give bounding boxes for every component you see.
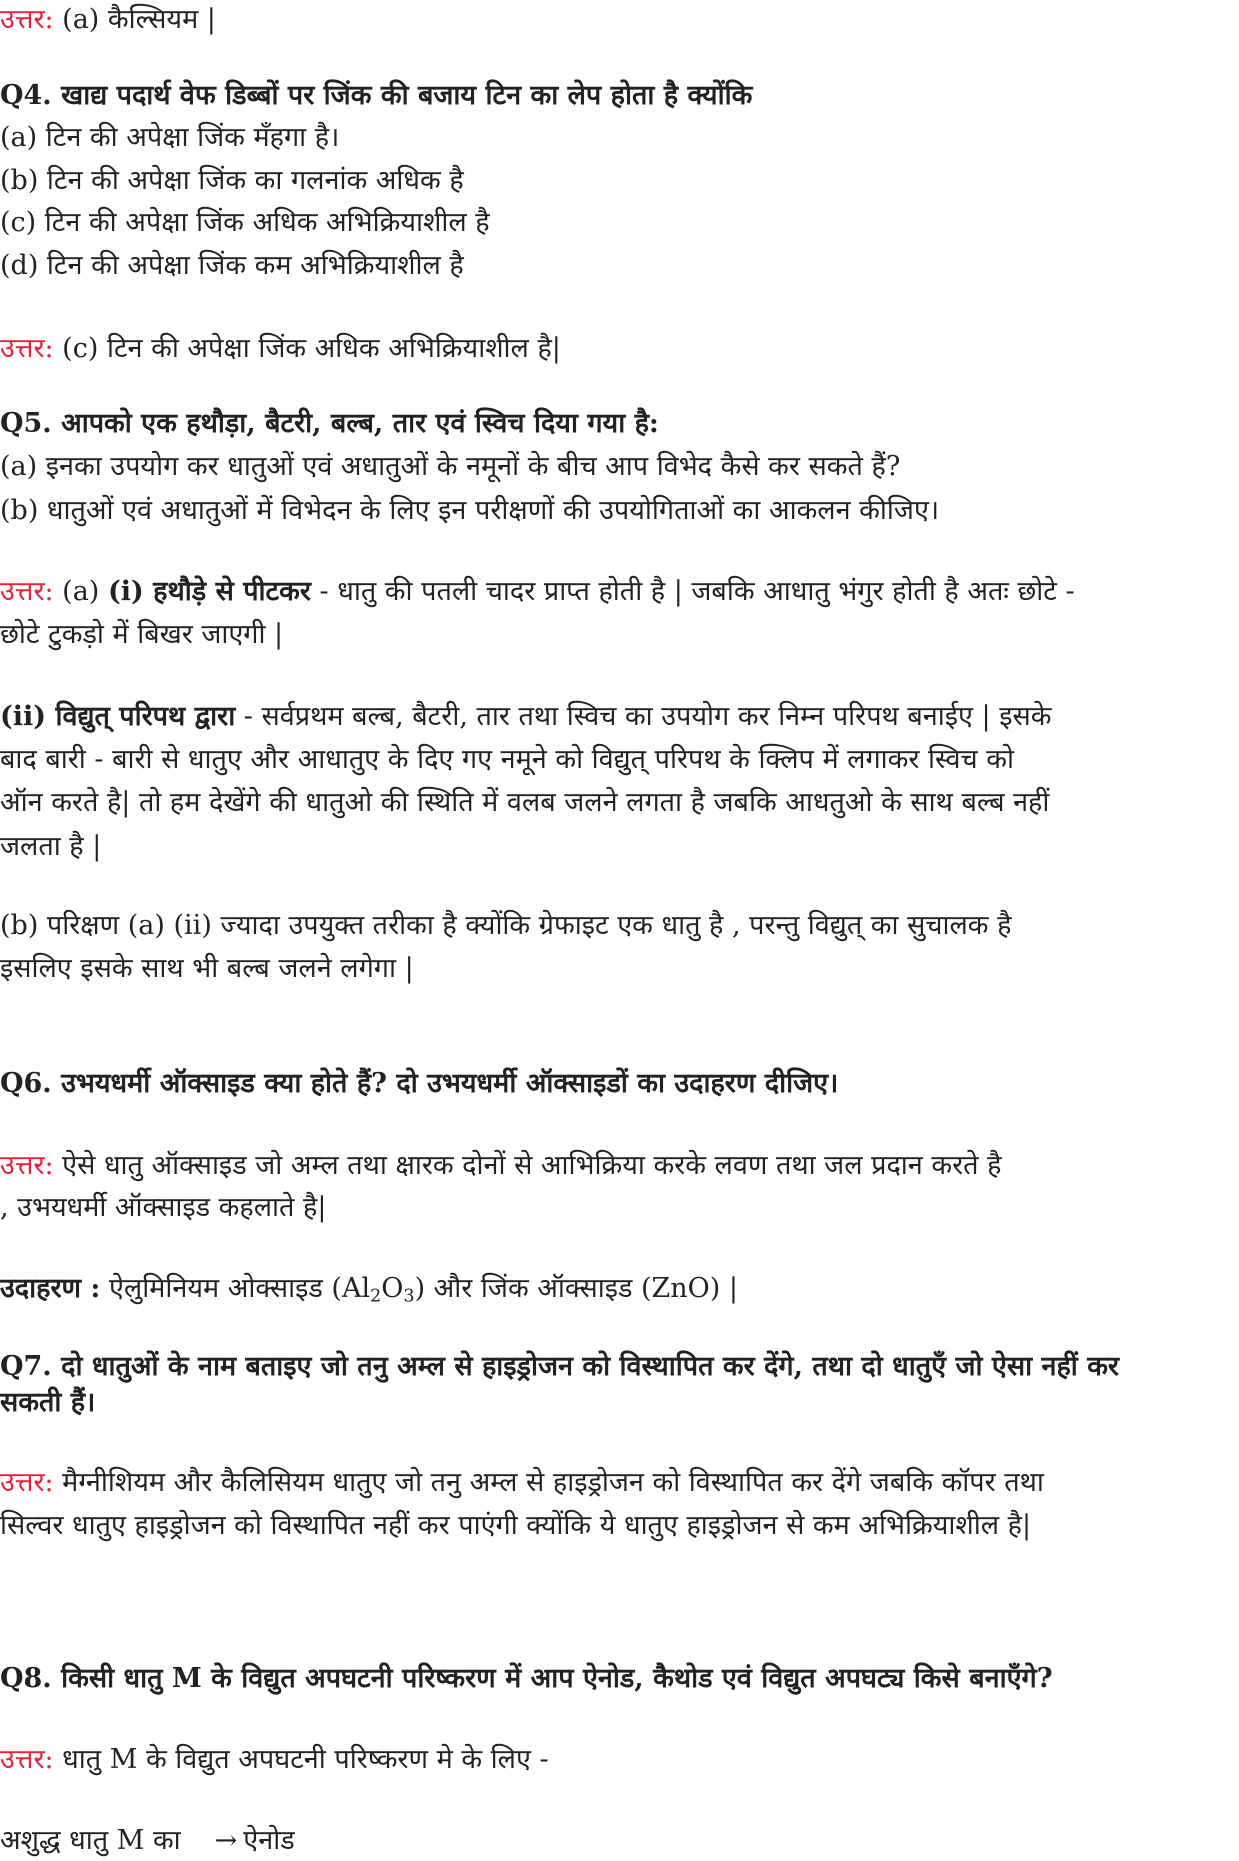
- q6-example-text: ऐलुमिनियम ओक्साइड (Al: [100, 1273, 371, 1304]
- q4-number: Q4.: [0, 80, 52, 111]
- q6-example-text: ) और जिंक ऑक्साइड (ZnO) |: [414, 1273, 739, 1304]
- q6-question: [0, 1064, 838, 1104]
- q6-answer-text: ऐसे धातु ऑक्साइड जो अम्ल तथा क्षारक दोनों से आभिक्रिया करके लवण तथा जल प्रदान करते है: [53, 1150, 1002, 1181]
- q5-question: [0, 404, 659, 444]
- q5-answer-a-ii-heading: (ii) विद्युत् परिपथ द्वारा: [0, 701, 236, 732]
- q8-number: Q8.: [0, 1663, 52, 1694]
- q6-example-text: O: [381, 1273, 404, 1304]
- q6-number: Q6.: [0, 1068, 52, 1099]
- q8-question-text: किसी धातु M के विद्युत अपघटनी परिष्करण में आप ऐनोड, कैथोड एवं विद्युत अपघट्य किसे बनाएँगे?: [51, 1663, 1053, 1694]
- q5-answer-a-i-text: - धातु की पतली चादर प्राप्त होती है | जबकि आधातु भंगुर होती है अतः छोटे -: [310, 576, 1075, 607]
- answer-label: उत्तर:: [0, 1744, 54, 1775]
- q7-answer-line2: सिल्वर धातुए हाइड्रोजन को विस्थापित नहीं कर पाएंगी क्योंकि ये धातुए हाइड्रोजन से कम अभिक्रियाशील है|: [0, 1510, 1032, 1541]
- q8-answer-text: धातु M के विद्युत अपघटनी परिष्करण मे के लिए -: [53, 1744, 549, 1775]
- q6-answer: [0, 1146, 1001, 1186]
- q7-question-text: दो धातुओं के नाम बताइए जो तनु अम्ल से हाइड्रोजन को विस्थापित कर देंगे, तथा दो धातुएँ जो ऐसा नहीं कर: [51, 1351, 1119, 1382]
- q8-impure-metal-row: [0, 1821, 295, 1861]
- answer-label: उत्तर:: [0, 1150, 54, 1181]
- q7-number: Q7.: [0, 1351, 52, 1382]
- q8-impure-value: ऐनोड: [243, 1825, 295, 1856]
- q3-answer-text: (a) कैल्सियम |: [53, 4, 216, 35]
- q5-number: Q5.: [0, 408, 52, 439]
- q5-answer-a-ii-text: - सर्वप्रथम बल्ब, बैटरी, तार तथा स्विच का उपयोग कर निम्न परिपथ बनाईए | इसके: [235, 701, 1052, 732]
- q4-option-d: (d) टिन की अपेक्षा जिंक कम अभिक्रियाशील है: [0, 250, 464, 281]
- q6-answer-line2: , उभयधर्मी ऑक्साइड कहलाते है|: [0, 1192, 327, 1223]
- q5-part-a: (a) इनका उपयोग कर धातुओं एवं अधातुओं के नमूनों के बीच आप विभेद कैसे कर सकते हैं?: [0, 451, 901, 482]
- q7-question: [0, 1347, 1119, 1387]
- q5-answer-a-i-heading: (i) हथौड़े से पीटकर: [107, 576, 311, 607]
- q5-answer-a-prefix: (a): [53, 576, 108, 607]
- q5-answer-a-ii-line4: जलता है |: [0, 831, 102, 862]
- answer-label: उत्तर:: [0, 4, 54, 35]
- q8-impure-label: अशुद्ध धातु M का: [0, 1825, 181, 1856]
- q4-question: [0, 76, 752, 116]
- answer-label: उत्तर:: [0, 333, 54, 364]
- q4-answer-text: (c) टिन की अपेक्षा जिंक अधिक अभिक्रियाशील है|: [53, 333, 561, 364]
- answer-label: उत्तर:: [0, 1467, 54, 1498]
- q5-part-b: (b) धातुओं एवं अधातुओं में विभेदन के लिए इन परीक्षणों की उपयोगिताओं का आकलन कीजिए।: [0, 495, 940, 526]
- q8-question: [0, 1659, 1053, 1699]
- q5-question-text: आपको एक हथौड़ा, बैटरी, बल्ब, तार एवं स्विच दिया गया है:: [51, 408, 659, 439]
- q6-example-label: उदाहरण :: [0, 1273, 101, 1304]
- q4-answer: [0, 329, 561, 369]
- q4-question-text: खाद्य पदार्थ वेफ डिब्बों पर जिंक की बजाय टिन का लेप होता है क्योंकि: [51, 80, 753, 111]
- q4-option-c: (c) टिन की अपेक्षा जिंक अधिक अभिक्रियाशील है: [0, 207, 490, 238]
- q5-answer-a-i-line2: छोटे टुकड़ो में बिखर जाएगी |: [0, 619, 284, 650]
- answer-label: उत्तर:: [0, 576, 54, 607]
- arrow-right-icon: →: [214, 1825, 238, 1856]
- q5-answer-a-ii-line2: बाद बारी - बारी से धातुए और आधातुए के दिए गए नमूने को विद्युत् परिपथ के क्लिप में लगाकर स्विच को: [0, 744, 1014, 775]
- q3-answer: [0, 0, 216, 40]
- q4-option-b: (b) टिन की अपेक्षा जिंक का गलनांक अधिक है: [0, 165, 464, 196]
- q8-answer: [0, 1740, 549, 1780]
- q7-question-line2: सकती हैं।: [0, 1387, 96, 1418]
- subscript: 2: [370, 1286, 382, 1307]
- q7-answer-text: मैग्नीशियम और कैलिसियम धातुए जो तनु अम्ल से हाइड्रोजन को विस्थापित कर देंगे जबकि कॉपर तथा: [53, 1467, 1044, 1498]
- q6-example: [0, 1269, 738, 1309]
- q5-answer-a-i: [0, 572, 1075, 612]
- q7-answer: [0, 1463, 1044, 1503]
- q5-answer-b-line1: (b) परिक्षण (a) (ii) ज्यादा उपयुक्त तरीका है क्योंकि ग्रेफाइट एक धातु है , परन्तु विद्युत् का सुचालक है: [0, 910, 1012, 941]
- q4-option-a: (a) टिन की अपेक्षा जिंक मँहगा है।: [0, 122, 340, 153]
- q5-answer-b-line2: इसलिए इसके साथ भी बल्ब जलने लगेगा |: [0, 953, 414, 984]
- q5-answer-a-ii-line3: ऑन करते है| तो हम देखेंगे की धातुओ की स्थिति में वलब जलने लगता है जबकि आधतुओ के साथ बल्ब नहीं: [0, 787, 1050, 818]
- q5-answer-a-ii: [0, 697, 1051, 737]
- q6-question-text: उभयधर्मी ऑक्साइड क्या होते हैं? दो उभयधर्मी ऑक्साइडों का उदाहरण दीजिए।: [51, 1068, 839, 1099]
- subscript: 3: [403, 1286, 415, 1307]
